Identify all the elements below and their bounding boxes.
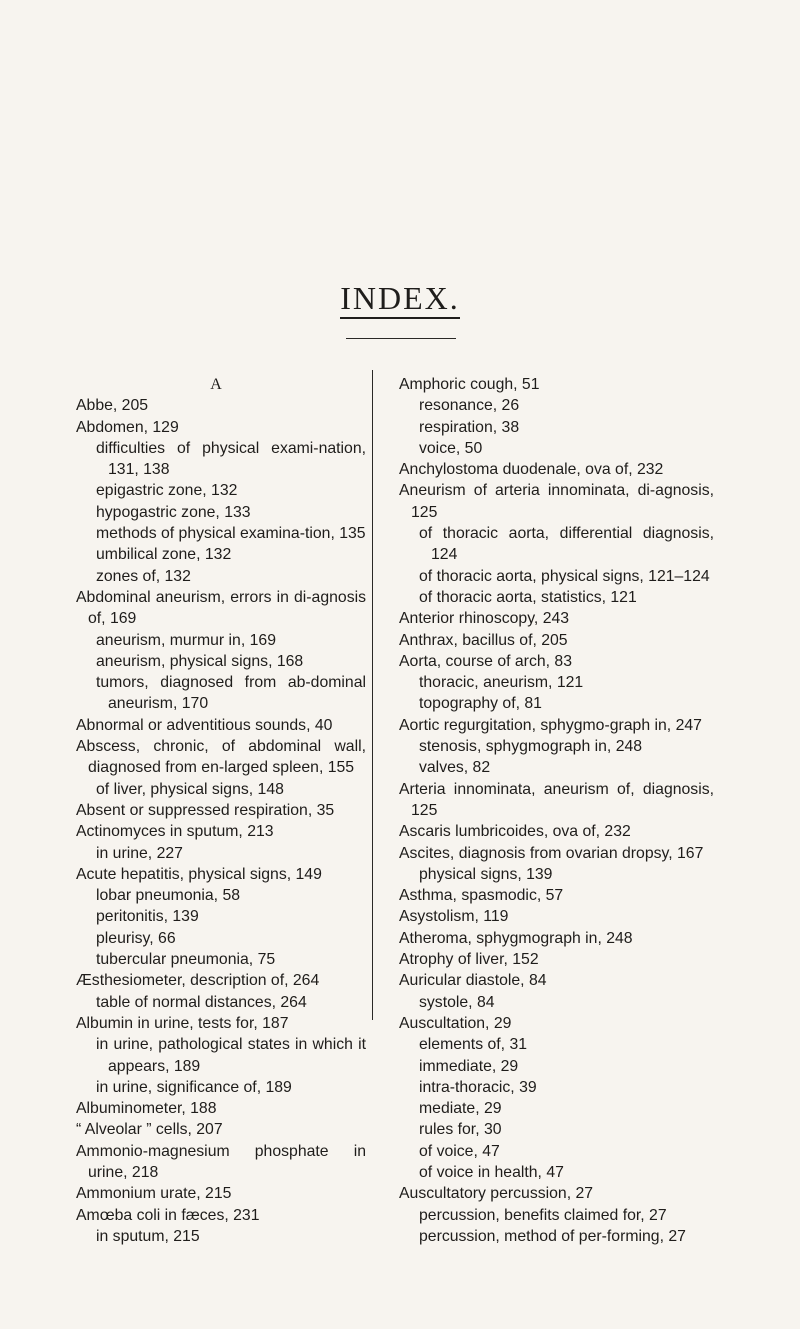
left-entry-list [76,395,366,1247]
index-subentry: aneurism, physical signs, 168 [96,652,304,670]
index-entry: Ascaris lumbricoides, ova of, 232 [399,823,631,841]
index-entry: Atrophy of liver, 152 [399,951,539,969]
index-subentry: thoracic, aneurism, 121 [419,674,584,692]
index-subentry: of thoracic aorta, physical signs, 121–124 [419,567,710,585]
index-subentry: tubercular pneumonia, 75 [96,951,276,969]
index-subentry: intra-thoracic, 39 [419,1078,537,1096]
index-entry: Aortic regurgitation, sphygmo-graph in, 247 [399,716,702,734]
index-entry: Albuminometer, 188 [76,1100,217,1118]
index-column-left [76,374,366,1247]
index-subentry: in sputum, 215 [96,1227,200,1245]
index-entry: Aneurism of arteria innominata, di-agnosis, 125 [399,482,714,521]
index-entry: Abdomen, 129 [76,418,179,436]
index-subentry: of liver, physical signs, 148 [96,780,284,798]
index-subentry: physical signs, 139 [419,865,553,883]
index-subentry: of thoracic aorta, differential diagnosis, 124 [419,525,714,564]
index-subentry: zones of, 132 [96,567,191,585]
index-entry: Albumin in urine, tests for, 187 [76,1014,289,1032]
index-subentry: of thoracic aorta, statistics, 121 [419,588,637,606]
title-rule [346,338,456,339]
index-subentry: table of normal distances, 264 [96,993,307,1011]
index-entry: Ascites, diagnosis from ovarian dropsy, 167 [399,844,704,862]
index-subentry: mediate, 29 [419,1100,502,1118]
index-subentry: immediate, 29 [419,1057,519,1075]
page-title [0,280,800,317]
index-subentry: aneurism, murmur in, 169 [96,631,276,649]
index-entry: Asthma, spasmodic, 57 [399,887,564,905]
index-subentry: in urine, significance of, 189 [96,1078,292,1096]
index-subentry: elements of, 31 [419,1036,528,1054]
index-entry: Amœba coli in fæces, 231 [76,1206,260,1224]
index-subentry: difficulties of physical exami-nation, 131, 138 [96,439,366,479]
index-subentry: valves, 82 [419,759,491,777]
index-subentry: methods of physical examina-tion, 135 [96,525,366,543]
index-subentry: in urine, 227 [96,844,183,862]
index-entry: Anchylostoma duodenale, ova of, 232 [399,461,664,479]
index-entry: Aorta, course of arch, 83 [399,652,572,670]
index-subentry: voice, 50 [419,439,483,457]
index-entry: Auscultatory percussion, 27 [399,1185,594,1203]
index-subentry: resonance, 26 [419,397,520,415]
index-subentry: hypogastric zone, 133 [96,503,251,521]
index-entry: Anterior rhinoscopy, 243 [399,610,570,628]
index-subentry: of voice in health, 47 [419,1163,564,1181]
index-entry: Asystolism, 119 [399,908,509,926]
index-subentry: stenosis, sphygmograph in, 248 [419,738,643,756]
index-subentry: percussion, method of per-forming, 27 [419,1227,686,1245]
index-entry: Anthrax, bacillus of, 205 [399,631,568,649]
index-entry: Acute hepatitis, physical signs, 149 [76,865,322,883]
index-entry: Actinomyces in sputum, 213 [76,823,274,841]
index-entry: Auricular diastole, 84 [399,972,547,990]
index-subentry: topography of, 81 [419,695,542,713]
right-entry-list [399,374,714,1247]
index-subentry: lobar pneumonia, 58 [96,887,241,905]
index-entry: Ammonio-magnesium phosphate in urine, 218 [76,1142,366,1181]
page-title-text: INDEX. [340,280,460,319]
index-subentry: umbilical zone, 132 [96,546,232,564]
column-divider [372,370,373,1020]
index-entry: Abbe, 205 [76,397,149,415]
index-subentry: percussion, benefits claimed for, 27 [419,1206,667,1224]
index-entry: Absent or suppressed respiration, 35 [76,801,335,819]
index-entry: Abscess, chronic, of abdominal wall, diagnosed from en-larged spleen, 155 [76,738,366,777]
index-entry: “ Alveolar ” cells, 207 [76,1121,223,1139]
index-subentry: in urine, pathological states in which it appears, 189 [96,1036,366,1075]
index-subentry: systole, 84 [419,993,495,1011]
index-entry: Amphoric cough, 51 [399,376,540,393]
index-entry: Abnormal or adventitious sounds, 40 [76,716,333,734]
index-entry: Atheroma, sphygmograph in, 248 [399,929,633,947]
index-subentry: tumors, diagnosed from ab-dominal aneurism, 170 [96,674,366,713]
index-subentry: of voice, 47 [419,1142,500,1160]
index-subentry: pleurisy, 66 [96,929,176,947]
index-column-right [399,374,714,1247]
index-subentry: rules for, 30 [419,1121,502,1139]
index-entry: Æsthesiometer, description of, 264 [76,972,320,990]
index-entry: Abdominal aneurism, errors in di-agnosis of, 169 [76,588,366,628]
index-entry: Auscultation, 29 [399,1014,512,1032]
index-entry: Arteria innominata, aneurism of, diagnosis, 125 [399,780,714,819]
index-subentry: respiration, 38 [419,418,520,436]
index-subentry: peritonitis, 139 [96,908,199,926]
index-subentry: epigastric zone, 132 [96,482,238,500]
index-entry: Ammonium urate, 215 [76,1185,232,1203]
section-letter: A [210,376,222,393]
